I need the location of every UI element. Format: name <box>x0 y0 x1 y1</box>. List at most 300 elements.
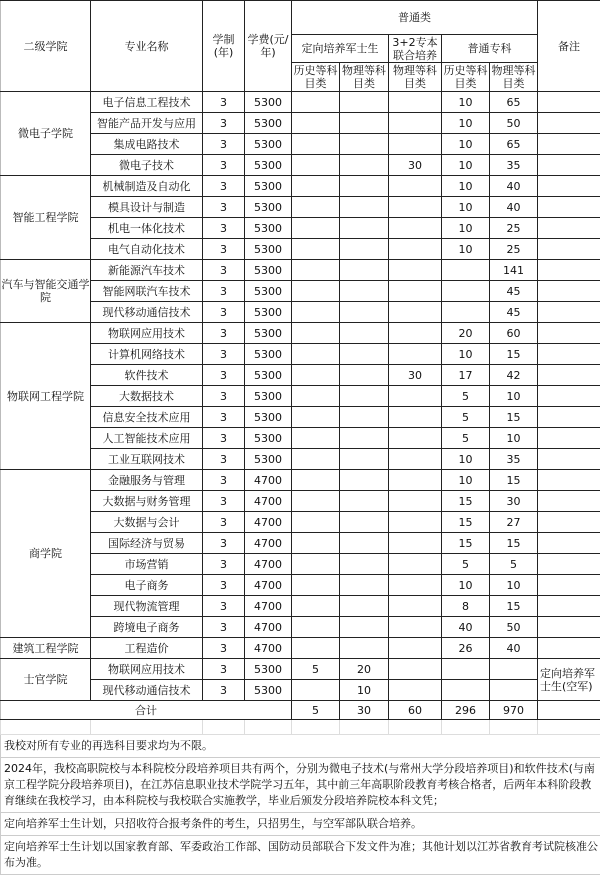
regular-physics: 10 <box>490 428 538 449</box>
fee: 4700 <box>245 575 292 596</box>
directed-physics <box>340 134 389 155</box>
note-text: 定向培养军士生计划以国家教育部、军委政治工作部、国防动员部联合下发文件为准；其他计划以江苏省教育考试院核准公布为准。 <box>0 836 600 875</box>
joint-physics <box>389 218 442 239</box>
fee: 5300 <box>245 407 292 428</box>
directed-physics <box>340 638 389 659</box>
table-row <box>1 365 600 386</box>
directed-physics <box>340 386 389 407</box>
directed-physics <box>340 260 389 281</box>
directed-history <box>292 197 340 218</box>
header-joint: 3+2专本联合培养 <box>389 35 442 63</box>
remark-cell <box>538 92 600 113</box>
years: 3 <box>203 239 245 260</box>
major-name: 市场营销 <box>91 554 203 575</box>
regular-history: 5 <box>442 407 490 428</box>
directed-history <box>292 176 340 197</box>
total-row <box>1 701 600 720</box>
note-text: 我校对所有专业的再选科目要求均为不限。 <box>0 735 600 758</box>
remark-cell <box>538 281 600 302</box>
table-row <box>1 533 600 554</box>
directed-history <box>292 281 340 302</box>
years: 3 <box>203 470 245 491</box>
directed-physics <box>340 281 389 302</box>
years: 3 <box>203 281 245 302</box>
directed-history <box>292 491 340 512</box>
directed-history <box>292 218 340 239</box>
table-row <box>1 407 600 428</box>
table-row <box>1 470 600 491</box>
joint-physics <box>389 449 442 470</box>
college-name: 物联网工程学院 <box>1 323 91 470</box>
regular-history <box>442 680 490 701</box>
joint-physics <box>389 239 442 260</box>
years: 3 <box>203 176 245 197</box>
joint-physics <box>389 302 442 323</box>
regular-physics: 45 <box>490 302 538 323</box>
major-name: 机电一体化技术 <box>91 218 203 239</box>
directed-physics <box>340 365 389 386</box>
regular-physics: 40 <box>490 176 538 197</box>
table-row <box>1 386 600 407</box>
fee: 5300 <box>245 386 292 407</box>
blank-cell <box>203 720 245 735</box>
table-row <box>1 323 600 344</box>
fee: 5300 <box>245 155 292 176</box>
header-directed: 定向培养军士生 <box>292 35 389 63</box>
table-row <box>1 281 600 302</box>
joint-physics: 30 <box>389 365 442 386</box>
regular-physics: 50 <box>490 617 538 638</box>
directed-history <box>292 428 340 449</box>
regular-history: 10 <box>442 155 490 176</box>
remark-cell <box>538 449 600 470</box>
regular-history: 10 <box>442 239 490 260</box>
joint-physics <box>389 323 442 344</box>
college-name: 士官学院 <box>1 659 91 701</box>
remark-cell <box>538 428 600 449</box>
regular-physics: 10 <box>490 386 538 407</box>
fee: 5300 <box>245 323 292 344</box>
directed-history <box>292 113 340 134</box>
remark-cell: 定向培养军士生(空军) <box>538 659 600 701</box>
directed-history <box>292 596 340 617</box>
joint-physics <box>389 281 442 302</box>
fee: 5300 <box>245 344 292 365</box>
regular-history: 10 <box>442 575 490 596</box>
years: 3 <box>203 680 245 701</box>
years: 3 <box>203 638 245 659</box>
directed-physics <box>340 239 389 260</box>
regular-physics: 50 <box>490 113 538 134</box>
header-directed-history: 历史等科目类 <box>293 64 338 90</box>
remark-cell <box>538 617 600 638</box>
regular-physics: 25 <box>490 239 538 260</box>
notes-section <box>0 735 600 875</box>
remark-cell <box>538 218 600 239</box>
regular-physics: 141 <box>490 260 538 281</box>
regular-physics <box>490 680 538 701</box>
regular-history: 10 <box>442 218 490 239</box>
regular-physics: 42 <box>490 365 538 386</box>
major-name: 软件技术 <box>91 365 203 386</box>
total-value: 970 <box>490 701 538 720</box>
fee: 5300 <box>245 281 292 302</box>
remark-cell <box>538 134 600 155</box>
joint-physics <box>389 407 442 428</box>
remark-cell <box>538 386 600 407</box>
joint-physics <box>389 344 442 365</box>
directed-physics <box>340 92 389 113</box>
table-row <box>1 92 600 113</box>
joint-physics <box>389 260 442 281</box>
directed-history <box>292 638 340 659</box>
remark-cell <box>538 575 600 596</box>
fee: 5300 <box>245 218 292 239</box>
note-text: 定向培养军士生计划，只招收符合报考条件的考生，只招男生，与空军部队联合培养。 <box>0 813 600 836</box>
directed-history <box>292 407 340 428</box>
fee: 5300 <box>245 365 292 386</box>
table-row <box>1 155 600 176</box>
table-row <box>1 239 600 260</box>
joint-physics <box>389 470 442 491</box>
major-name: 现代移动通信技术 <box>91 302 203 323</box>
major-name: 现代物流管理 <box>91 596 203 617</box>
fee: 4700 <box>245 512 292 533</box>
regular-history: 17 <box>442 365 490 386</box>
years: 3 <box>203 260 245 281</box>
regular-history: 5 <box>442 428 490 449</box>
directed-physics <box>340 449 389 470</box>
fee: 5300 <box>245 302 292 323</box>
regular-history: 10 <box>442 470 490 491</box>
table-row <box>1 134 600 155</box>
directed-physics <box>340 596 389 617</box>
fee: 4700 <box>245 491 292 512</box>
blank-cell <box>1 720 91 735</box>
joint-physics <box>389 638 442 659</box>
years: 3 <box>203 449 245 470</box>
table-row <box>1 638 600 659</box>
directed-history <box>292 239 340 260</box>
major-name: 集成电路技术 <box>91 134 203 155</box>
directed-physics <box>340 575 389 596</box>
college-name: 汽车与智能交通学院 <box>1 260 91 323</box>
regular-physics: 15 <box>490 470 538 491</box>
fee: 5300 <box>245 428 292 449</box>
fee: 5300 <box>245 113 292 134</box>
directed-history <box>292 344 340 365</box>
years: 3 <box>203 659 245 680</box>
years: 3 <box>203 323 245 344</box>
major-name: 现代移动通信技术 <box>91 680 203 701</box>
header-joint-physics: 物理等科目类 <box>389 63 442 92</box>
fee: 4700 <box>245 533 292 554</box>
directed-physics <box>340 428 389 449</box>
blank-cell <box>340 720 389 735</box>
table-row <box>1 617 600 638</box>
directed-physics <box>340 155 389 176</box>
regular-physics: 10 <box>490 575 538 596</box>
directed-history <box>292 575 340 596</box>
directed-history <box>292 680 340 701</box>
blank-cell <box>490 720 538 735</box>
regular-history: 10 <box>442 113 490 134</box>
remark-cell <box>538 365 600 386</box>
regular-physics: 65 <box>490 92 538 113</box>
header-regular-physics: 物理等科目类 <box>490 63 538 92</box>
header-fee: 学费(元/年) <box>245 1 292 92</box>
directed-physics <box>340 512 389 533</box>
directed-history <box>292 260 340 281</box>
blank-row <box>1 720 600 735</box>
directed-physics <box>340 344 389 365</box>
major-name: 工程造价 <box>91 638 203 659</box>
college-name: 商学院 <box>1 470 91 638</box>
table-row <box>1 113 600 134</box>
table-body <box>1 92 600 735</box>
directed-physics <box>340 176 389 197</box>
major-name: 电子信息工程技术 <box>91 92 203 113</box>
fee: 5300 <box>245 134 292 155</box>
remark-cell <box>538 512 600 533</box>
years: 3 <box>203 302 245 323</box>
major-name: 智能网联汽车技术 <box>91 281 203 302</box>
directed-physics <box>340 113 389 134</box>
years: 3 <box>203 386 245 407</box>
remark-cell <box>538 323 600 344</box>
regular-history: 10 <box>442 92 490 113</box>
directed-history: 5 <box>292 659 340 680</box>
fee: 5300 <box>245 449 292 470</box>
major-name: 人工智能技术应用 <box>91 428 203 449</box>
major-name: 计算机网络技术 <box>91 344 203 365</box>
regular-history: 40 <box>442 617 490 638</box>
header-years: 学制(年) <box>203 1 245 92</box>
regular-physics: 35 <box>490 155 538 176</box>
major-name: 大数据技术 <box>91 386 203 407</box>
remark-cell <box>538 197 600 218</box>
remark-cell <box>538 533 600 554</box>
regular-history: 15 <box>442 512 490 533</box>
joint-physics <box>389 92 442 113</box>
directed-physics <box>340 197 389 218</box>
table-row <box>1 575 600 596</box>
years: 3 <box>203 407 245 428</box>
years: 3 <box>203 617 245 638</box>
fee: 4700 <box>245 470 292 491</box>
remark-cell <box>538 638 600 659</box>
joint-physics <box>389 134 442 155</box>
regular-history <box>442 302 490 323</box>
table-row <box>1 596 600 617</box>
blank-cell <box>538 720 600 735</box>
joint-physics <box>389 617 442 638</box>
regular-history: 15 <box>442 533 490 554</box>
college-name: 建筑工程学院 <box>1 638 91 659</box>
directed-physics <box>340 302 389 323</box>
table-row <box>1 176 600 197</box>
blank-cell <box>292 720 340 735</box>
directed-physics <box>340 470 389 491</box>
regular-physics: 65 <box>490 134 538 155</box>
directed-physics <box>340 617 389 638</box>
regular-history: 10 <box>442 344 490 365</box>
major-name: 大数据与会计 <box>91 512 203 533</box>
blank-cell <box>245 720 292 735</box>
table-row <box>1 302 600 323</box>
table-row <box>1 491 600 512</box>
years: 3 <box>203 344 245 365</box>
joint-physics <box>389 512 442 533</box>
major-name: 金融服务与管理 <box>91 470 203 491</box>
header-directed-physics: 物理等科目类 <box>340 63 389 92</box>
note-text: 2024年，我校高职院校与本科院校分段培养项目共有两个，分别为微电子技术(与常州大学分段培养项目)和软件技术(与南京工程学院分段培养项目)，在江苏信息职业技术学院学习五年，其中前三年高职阶段教育考核合格者，后两年本科阶段教育继续在我校学习，由本科院校与我校联合实施教学，毕业后颁发分段培养院校本科文凭； <box>0 758 600 813</box>
total-remark <box>538 701 600 720</box>
header-remarks: 备注 <box>538 1 600 92</box>
fee: 5300 <box>245 176 292 197</box>
regular-physics: 30 <box>490 491 538 512</box>
joint-physics <box>389 386 442 407</box>
regular-history: 10 <box>442 134 490 155</box>
joint-physics <box>389 680 442 701</box>
years: 3 <box>203 575 245 596</box>
regular-physics: 15 <box>490 407 538 428</box>
blank-cell <box>442 720 490 735</box>
years: 3 <box>203 155 245 176</box>
directed-history <box>292 449 340 470</box>
regular-history: 8 <box>442 596 490 617</box>
joint-physics <box>389 113 442 134</box>
header-college: 二级学院 <box>1 1 91 92</box>
regular-history <box>442 659 490 680</box>
directed-physics <box>340 491 389 512</box>
joint-physics: 30 <box>389 155 442 176</box>
regular-history: 10 <box>442 449 490 470</box>
joint-physics <box>389 596 442 617</box>
major-name: 智能产品开发与应用 <box>91 113 203 134</box>
regular-physics: 5 <box>490 554 538 575</box>
regular-history: 5 <box>442 554 490 575</box>
remark-cell <box>538 596 600 617</box>
fee: 5300 <box>245 659 292 680</box>
regular-physics: 15 <box>490 533 538 554</box>
directed-history <box>292 554 340 575</box>
fee: 5300 <box>245 260 292 281</box>
regular-physics: 15 <box>490 596 538 617</box>
regular-physics: 45 <box>490 281 538 302</box>
joint-physics <box>389 428 442 449</box>
years: 3 <box>203 512 245 533</box>
remark-cell <box>538 260 600 281</box>
directed-history <box>292 323 340 344</box>
major-name: 物联网应用技术 <box>91 659 203 680</box>
blank-cell <box>389 720 442 735</box>
major-name: 微电子技术 <box>91 155 203 176</box>
directed-history <box>292 533 340 554</box>
remark-cell <box>538 470 600 491</box>
regular-history: 20 <box>442 323 490 344</box>
directed-physics <box>340 533 389 554</box>
table-row <box>1 260 600 281</box>
remark-cell <box>538 113 600 134</box>
years: 3 <box>203 134 245 155</box>
fee: 4700 <box>245 554 292 575</box>
years: 3 <box>203 596 245 617</box>
joint-physics <box>389 197 442 218</box>
years: 3 <box>203 92 245 113</box>
directed-physics <box>340 407 389 428</box>
directed-history <box>292 617 340 638</box>
blank-cell <box>91 720 203 735</box>
table-row <box>1 554 600 575</box>
directed-physics: 10 <box>340 680 389 701</box>
directed-history <box>292 134 340 155</box>
regular-history <box>442 260 490 281</box>
table-row <box>1 659 600 680</box>
major-name: 电气自动化技术 <box>91 239 203 260</box>
major-name: 跨境电子商务 <box>91 617 203 638</box>
fee: 5300 <box>245 92 292 113</box>
table-row <box>1 218 600 239</box>
regular-history: 15 <box>442 491 490 512</box>
header-general: 普通类 <box>292 1 538 35</box>
years: 3 <box>203 491 245 512</box>
major-name: 工业互联网技术 <box>91 449 203 470</box>
major-name: 国际经济与贸易 <box>91 533 203 554</box>
directed-history <box>292 365 340 386</box>
total-label: 合计 <box>1 701 292 720</box>
years: 3 <box>203 533 245 554</box>
directed-physics <box>340 323 389 344</box>
college-name: 智能工程学院 <box>1 176 91 260</box>
joint-physics <box>389 533 442 554</box>
regular-physics: 27 <box>490 512 538 533</box>
table-row <box>1 344 600 365</box>
regular-physics: 40 <box>490 638 538 659</box>
fee: 5300 <box>245 239 292 260</box>
years: 3 <box>203 197 245 218</box>
regular-physics <box>490 659 538 680</box>
directed-history <box>292 302 340 323</box>
years: 3 <box>203 365 245 386</box>
joint-physics <box>389 491 442 512</box>
total-value: 5 <box>292 701 340 720</box>
total-value: 60 <box>389 701 442 720</box>
major-name: 大数据与财务管理 <box>91 491 203 512</box>
table-row <box>1 197 600 218</box>
directed-history <box>292 155 340 176</box>
major-name: 模具设计与制造 <box>91 197 203 218</box>
regular-physics: 15 <box>490 344 538 365</box>
fee: 5300 <box>245 197 292 218</box>
joint-physics <box>389 659 442 680</box>
college-name: 微电子学院 <box>1 92 91 176</box>
fee: 5300 <box>245 680 292 701</box>
remark-cell <box>538 176 600 197</box>
header-regular-history: 历史等科目类 <box>443 64 488 90</box>
years: 3 <box>203 554 245 575</box>
joint-physics <box>389 176 442 197</box>
major-name: 信息安全技术应用 <box>91 407 203 428</box>
remark-cell <box>538 407 600 428</box>
directed-history <box>292 470 340 491</box>
header-regular: 普通专科 <box>442 35 538 63</box>
regular-physics: 35 <box>490 449 538 470</box>
remark-cell <box>538 302 600 323</box>
remark-cell <box>538 554 600 575</box>
remark-cell <box>538 491 600 512</box>
table-row <box>1 428 600 449</box>
